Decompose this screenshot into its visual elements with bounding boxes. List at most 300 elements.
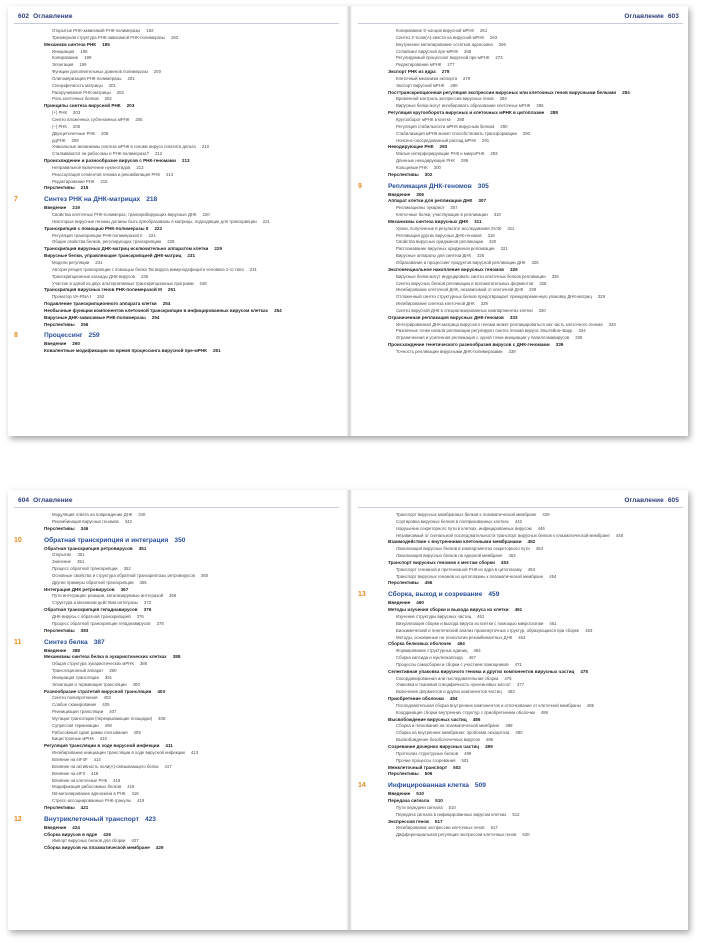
- toc-subsection: [14, 62, 339, 69]
- entry-page: 320: [488, 239, 497, 245]
- entry-page: 329: [480, 301, 488, 307]
- toc-section: [14, 805, 339, 812]
- toc-subsection: [14, 621, 339, 628]
- toc-subsection: [14, 179, 339, 186]
- toc-section: [358, 641, 683, 648]
- entry-title: Перспективы: [44, 627, 75, 633]
- chapter-number: 12: [14, 815, 22, 823]
- entry-page: 231: [187, 253, 196, 259]
- entry-title: Влияние на eIF4F: [52, 757, 88, 762]
- toc-subsection: [358, 567, 683, 574]
- toc-subsection: [14, 552, 339, 559]
- entry-title: Длинные некодирующие РНК: [396, 158, 455, 164]
- entry-title: Рибосомный сдвиг рамки считывания: [52, 729, 128, 735]
- toc-subsection: [358, 526, 683, 533]
- page-603: [358, 6, 683, 436]
- entry-page: 195: [80, 48, 88, 54]
- toc-section: [358, 144, 683, 151]
- entry-title: Ограниченная репликация вирусных ДНК-геномов: [388, 314, 504, 320]
- toc-subsection: [14, 294, 339, 301]
- toc-section: [14, 322, 339, 329]
- entry-page: 202: [104, 96, 112, 102]
- toc-subsection: [14, 69, 339, 76]
- entry-page: 200: [153, 69, 161, 75]
- entry-title: Трансляционный аппарат: [52, 668, 104, 674]
- toc-subsection: [358, 662, 683, 669]
- toc-subsection: [14, 55, 339, 62]
- entry-title: Модели регуляции: [52, 260, 90, 265]
- entry-title: Влияние на eIF3: [52, 770, 86, 776]
- entry-page: 419: [137, 798, 145, 804]
- toc-subsection: [358, 83, 683, 90]
- entry-page: 459: [488, 591, 500, 599]
- toc-subsection: [358, 49, 683, 56]
- entry-title: Двухцепочечные РНК: [52, 130, 96, 136]
- entry-page: 461: [549, 620, 557, 626]
- entry-title: Скоординированная или последовательная сборка: [396, 675, 499, 681]
- toc-subsection: [14, 239, 339, 246]
- entry-title: Введение: [44, 341, 67, 347]
- toc-section: [358, 315, 683, 322]
- entry-page: 209: [71, 137, 79, 143]
- toc-subsection: [358, 301, 683, 308]
- entry-title: Перспективы: [388, 771, 419, 777]
- toc-subsection: [358, 758, 683, 765]
- entry-title: Принципы синтеза вирусной РНК: [44, 103, 121, 109]
- entry-page: 427: [131, 838, 139, 844]
- toc-subsection: [358, 349, 683, 356]
- entry-page: 368: [168, 593, 177, 599]
- toc-subsection: [14, 260, 339, 267]
- entry-title: Передача сигнала: [388, 798, 430, 804]
- toc-section: [358, 219, 683, 226]
- entry-page: 199: [79, 62, 87, 68]
- toc-section: [358, 669, 683, 676]
- entry-page: 460: [416, 600, 424, 606]
- entry-page: 201: [127, 75, 135, 81]
- toc-section: [358, 600, 683, 607]
- entry-page: 351: [138, 545, 147, 551]
- toc-section: [358, 69, 683, 76]
- entry-title: Трехмерная структура РНК-зависимой РНК-полимеразы: [52, 34, 165, 40]
- entry-title: Реинициация трансляции: [52, 709, 104, 715]
- toc-section: [358, 771, 683, 778]
- entry-page: 260: [72, 341, 80, 347]
- entry-page: 499: [464, 750, 472, 756]
- toc-subsection: [358, 35, 683, 42]
- entry-title: Свойства клеточных РНК-полимераз, транскрибирующих вирусные ДНК: [52, 212, 197, 218]
- entry-page: 334: [578, 328, 586, 334]
- entry-title: Перспективы: [44, 185, 75, 191]
- entry-page: 453: [527, 566, 535, 572]
- entry-title: Транспорт вирусных мембранных белков к плазматической мембране: [396, 512, 537, 517]
- entry-title: Инициация: [52, 48, 75, 54]
- entry-title: Общие свойства белков, регулирующих транскрипцию: [52, 239, 162, 245]
- entry-title: Модуляция ответа на повреждение ДНК: [52, 512, 133, 517]
- entry-page: 251: [167, 287, 176, 293]
- entry-page: 346: [80, 525, 89, 531]
- entry-title: Рекомбинация вирусных геномов: [52, 518, 119, 524]
- toc-subsection: [358, 648, 683, 655]
- entry-page: 367: [120, 586, 129, 592]
- entry-title: Введение: [44, 205, 67, 211]
- toc-subsection: [358, 512, 683, 519]
- entry-title: Включение ферментов и других компонентов частиц: [396, 689, 502, 695]
- entry-page: 224: [148, 232, 156, 238]
- entry-page: 376: [136, 613, 144, 619]
- entry-title: ДНК-вирусы с обратной транскрипцией: [52, 613, 131, 619]
- entry-title: Экспорт РНК из ядра: [388, 69, 436, 75]
- toc-section: [358, 819, 683, 826]
- entry-page: 326: [531, 260, 539, 265]
- entry-title: Синтез полипротеинов: [52, 695, 98, 701]
- entry-title: Открытие: [52, 552, 72, 558]
- toc-subsection: [14, 573, 339, 580]
- toc-chapter: [14, 331, 339, 341]
- entry-title: Неправильное включение нуклеотидов: [52, 164, 131, 170]
- entry-page: 509: [474, 782, 486, 790]
- entry-page: 288: [457, 116, 465, 122]
- toc-subsection: [358, 103, 683, 110]
- toc-section: [358, 198, 683, 205]
- entry-page: 409: [133, 729, 141, 735]
- entry-title: Процессы самосборки и сборки с участием помощников: [396, 661, 509, 667]
- toc-section: [14, 42, 339, 49]
- toc-subsection: [358, 260, 683, 267]
- toc-section: [14, 158, 339, 165]
- entry-page: 228: [167, 239, 175, 245]
- entry-title: Транскрипция с помощью РНК-полимеразы II: [44, 225, 149, 231]
- toc-section: [14, 587, 339, 594]
- entry-page: 277: [447, 62, 455, 68]
- entry-page: 218: [146, 196, 158, 204]
- entry-title: Внутреннее метилирование остатков аденозина: [396, 41, 493, 47]
- entry-title: Сборка на внутренних мембранах: проблема экзоцитоза: [396, 730, 510, 736]
- entry-page: 501: [461, 757, 469, 763]
- entry-page: 316: [487, 232, 495, 238]
- toc-subsection: [358, 151, 683, 158]
- entry-title: Перспективы: [44, 525, 75, 531]
- toc-section: [14, 689, 339, 696]
- entry-page: 333: [608, 321, 616, 327]
- entry-page: 290: [500, 123, 508, 129]
- toc-section: [358, 765, 683, 772]
- entry-page: 203: [73, 110, 81, 116]
- entry-page: 268: [464, 48, 472, 54]
- entry-page: 464: [457, 641, 465, 647]
- toc-subsection: [14, 675, 339, 682]
- entry-page: 311: [474, 218, 482, 224]
- entry-page: 248: [199, 280, 207, 286]
- entry-title: Разнообразие стратегий вирусной трансляции: [44, 688, 152, 694]
- entry-title: Перспективы: [388, 171, 419, 177]
- entry-title: Синтез вирусных белков репликации и вспомогательных ферментов: [396, 280, 534, 286]
- entry-page: 202: [116, 89, 124, 95]
- entry-title: Влияние на клеточные РНК: [52, 777, 108, 783]
- entry-title: Процессинг: [44, 332, 83, 340]
- entry-page: 502: [453, 764, 461, 770]
- entry-title: Кольцевые РНК: [396, 164, 428, 170]
- toc-section: [14, 546, 339, 553]
- entry-page: 261: [480, 28, 488, 33]
- entry-title: Копирование 5′-концов вирусной мРНК: [396, 28, 475, 33]
- entry-title: Перспективы: [44, 321, 75, 327]
- toc-subsection: [358, 832, 683, 839]
- toc-subsection: [14, 35, 339, 42]
- entry-page: 351: [77, 552, 85, 558]
- toc-subsection: [14, 716, 339, 723]
- entry-page: 279: [463, 75, 471, 81]
- entry-page: 288: [550, 110, 558, 116]
- entry-page: 256: [80, 321, 89, 327]
- toc-section: [14, 743, 339, 750]
- entry-page: 335: [575, 335, 583, 341]
- entry-page: 330: [538, 307, 546, 313]
- running-header: [624, 13, 683, 20]
- entry-title: Вирусные белки, управляющие транскрипцией ДНК-матриц: [44, 253, 182, 259]
- toc-subsection: [358, 751, 683, 758]
- entry-page: 490: [515, 730, 523, 736]
- toc-section: [14, 315, 339, 322]
- entry-page: 221: [262, 218, 270, 224]
- entry-page: 453: [508, 553, 516, 559]
- toc-section: [358, 267, 683, 274]
- entry-page: 484: [449, 696, 458, 702]
- toc-section: [358, 172, 683, 179]
- entry-title: Сборка, выход и созревание: [388, 591, 483, 599]
- entry-page: 506: [424, 771, 433, 777]
- entry-title: Обратная транскрипция гепаднавирусов: [44, 607, 138, 613]
- entry-title: Интеграция ДНК ретровирусов: [44, 586, 115, 592]
- entry-page: 475: [504, 675, 512, 681]
- entry-page: 520: [522, 832, 530, 838]
- header-title: Оглавление: [624, 13, 664, 20]
- entry-title: Дифференциальная регуляция экспрессии клеточных генов: [396, 832, 517, 838]
- toc-subsection: [358, 546, 683, 553]
- toc-section: [14, 205, 339, 212]
- entry-title: дцРНК: [52, 137, 66, 143]
- toc-subsection: [358, 226, 683, 233]
- entry-title: Сборка вирусов в ядре: [44, 831, 98, 837]
- entry-title: Сборка капсида и нуклеокапсида: [396, 655, 463, 661]
- toc-subsection: [14, 559, 339, 566]
- toc-subsection: [14, 512, 339, 519]
- entry-page: 464: [473, 648, 481, 654]
- toc-chapter: [358, 590, 683, 600]
- toc-chapter: [14, 815, 339, 825]
- entry-title: Редактирование мРНК: [396, 62, 442, 68]
- toc-subsection: [14, 750, 339, 757]
- entry-page: 266: [498, 41, 506, 47]
- entry-page: 485: [586, 702, 595, 708]
- toc-subsection: [358, 682, 683, 689]
- entry-page: 512: [512, 811, 520, 817]
- entry-title: Протеолиз структурных белков: [396, 750, 459, 756]
- entry-title: Различные точки начала репликации регулируют синтез генома вируса Эпштейна–Барр: [396, 328, 573, 334]
- book-gutter: [346, 490, 352, 930]
- entry-title: Транспорт вирусных геномов из цитоплазмы к плазматической мембране: [396, 573, 544, 579]
- toc-subsection: [358, 812, 683, 819]
- entry-title: Методы, основанные на технологии рекомбинантных ДНК: [396, 634, 513, 640]
- entry-title: Сборка белковых оболочек: [388, 641, 452, 647]
- toc-section: [358, 90, 683, 97]
- toc-section: [358, 342, 683, 349]
- toc-section: [14, 832, 339, 839]
- entry-title: Репликация ДНК-геномов: [388, 182, 472, 190]
- entry-page: 307: [478, 198, 487, 204]
- entry-page: 326: [551, 273, 559, 279]
- entry-page: 199: [84, 55, 92, 61]
- entry-page: 293: [439, 144, 448, 150]
- entry-page: 254: [162, 301, 171, 307]
- entry-title: Экспрессия генов: [388, 818, 429, 824]
- entry-title: Биохимический и генетический анализ промежуточных структур, образующихся при сборке: [396, 627, 580, 633]
- toc-section: [14, 526, 339, 533]
- entry-title: Раскручивание РНК-матрицы: [52, 89, 111, 95]
- toc-subsection: [14, 138, 339, 145]
- entry-page: 293: [490, 151, 498, 157]
- entry-title: Введение: [388, 191, 411, 197]
- entry-title: Сборка и почкование на плазматической мембране: [396, 723, 500, 729]
- toc-chapter: [14, 638, 339, 648]
- toc-subsection: [358, 28, 683, 35]
- toc-subsection: [14, 165, 339, 172]
- entry-title: Значение: [52, 559, 72, 565]
- entry-page: 410: [99, 736, 107, 742]
- entry-title: Синтез вирусной ДНК в специализированных компартментах клетки: [396, 307, 533, 313]
- toc-subsection: [14, 117, 339, 124]
- entry-title: Передача сигнала в инфицированных вирусом клетках: [396, 811, 507, 817]
- entry-page: 263: [490, 34, 498, 40]
- entry-title: Сплайсинг вирусной пре-мРНК: [396, 48, 459, 54]
- entry-title: Ограниченная и усиленная репликация с одной точки инициации у папилломавирусов: [396, 335, 570, 341]
- entry-page: 483: [507, 689, 515, 695]
- entry-page: 329: [597, 294, 605, 300]
- chapter-number: 13: [358, 591, 366, 599]
- entry-page: 453: [500, 559, 509, 565]
- toc-subsection: [358, 55, 683, 62]
- entry-title: Структура и механизм действия интегразы: [52, 600, 138, 606]
- toc-subsection: [358, 689, 683, 696]
- toc-subsection: [358, 574, 683, 581]
- entry-title: Транскрипция вирусных генов РНК-полимеразой III: [44, 287, 162, 293]
- entry-title: Ковалентные модификации во время процессинга вирусной пре-мРНК: [44, 348, 207, 354]
- entry-title: Обратная транскрипция и интеграция: [44, 536, 169, 544]
- entry-title: Нарушение секреторного пути в клетках, инфицированных вирусом: [396, 525, 532, 531]
- toc-section: [14, 308, 339, 315]
- entry-page: 486: [540, 709, 549, 715]
- toc-section: [14, 628, 339, 635]
- toc-subsection: [14, 798, 339, 805]
- entry-page: 339: [508, 348, 516, 354]
- toc-subsection: [14, 593, 339, 600]
- entry-title: Специфичность матрицы: [52, 82, 103, 88]
- entry-page: 365: [139, 579, 147, 585]
- entry-page: 517: [490, 825, 498, 831]
- toc-section: [358, 717, 683, 724]
- toc-subsection: [358, 138, 683, 145]
- entry-page: 339: [555, 342, 564, 348]
- entry-title: Взаимодействие с внутренними клеточными мембранами: [388, 539, 522, 545]
- entry-title: Регуляция кругооборота вирусных и клеточных мРНК в цитоплазме: [388, 110, 545, 116]
- entry-page: 273: [495, 55, 503, 61]
- entry-title: Пути передачи сигнала: [396, 804, 443, 810]
- toc-section: [358, 539, 683, 546]
- header-title: Оглавление: [624, 497, 664, 504]
- toc-section: [14, 845, 339, 852]
- toc-subsection: [358, 131, 683, 138]
- entry-page: 448: [615, 532, 623, 538]
- entry-page: 343: [124, 518, 132, 524]
- entry-page: 390: [109, 668, 117, 674]
- toc-subsection: [358, 287, 683, 294]
- toc-chapter: [358, 781, 683, 791]
- entry-title: Внутриклеточный транспорт: [44, 815, 139, 823]
- entry-page: 306: [416, 191, 424, 197]
- entry-title: Координация сборки внутренних структур с приобретением оболочки: [396, 709, 535, 715]
- entry-page: 222: [154, 225, 163, 231]
- entry-page: 383: [80, 627, 89, 633]
- entry-page: 352: [123, 566, 131, 572]
- entry-page: 305: [477, 182, 489, 190]
- spread-pages-604-605: [8, 490, 688, 930]
- toc-section: [14, 185, 339, 192]
- entry-title: Модификация рибосомных белков: [52, 784, 122, 790]
- entry-page: 461: [514, 607, 523, 613]
- entry-title: Распознавание вирусных ориджинов репликации: [396, 246, 495, 252]
- toc-subsection: [14, 566, 339, 573]
- entry-title: Репликация других вирусных ДНК-геномов: [396, 232, 482, 238]
- entry-title: Точность репликации вирусными ДНК-полимеразами: [396, 348, 503, 354]
- entry-page: 310: [493, 212, 501, 218]
- toc-subsection: [358, 805, 683, 812]
- entry-page: 378: [156, 620, 164, 626]
- entry-title: Посттранскрипционная регуляция экспрессии вирусных или клеточных генов вирусными белками: [388, 89, 617, 95]
- toc-subsection: [358, 710, 683, 717]
- entry-title: Вирусные белки могут индуцировать синтез клеточных белков репликации: [396, 273, 546, 279]
- entry-page: 284: [499, 96, 507, 102]
- toc-section: [14, 103, 339, 110]
- entry-page: 418: [113, 777, 121, 783]
- entry-title: Процесс обратной транскрипции: [52, 566, 118, 572]
- entry-page: 254: [151, 314, 160, 320]
- entry-title: Ингибирование экспрессии клеточных генов: [396, 825, 485, 831]
- toc-subsection: [14, 757, 339, 764]
- chapter-number: 7: [14, 196, 18, 204]
- toc-subsection: [14, 668, 339, 675]
- toc-subsection: [358, 274, 683, 281]
- toc-section: [358, 696, 683, 703]
- entry-title: Механизмы синтеза вирусных ДНК: [388, 218, 469, 224]
- header-rule: [358, 23, 683, 24]
- entry-page: 418: [91, 770, 99, 776]
- toc-subsection: [14, 519, 339, 526]
- entry-page: 461: [477, 613, 485, 619]
- entry-page: 220: [202, 212, 210, 218]
- entry-page: 219: [72, 205, 80, 211]
- entry-title: Другие примеры обратной транскрипции: [52, 579, 134, 585]
- toc-section: [358, 607, 683, 614]
- entry-title: (+) РНК: [52, 110, 68, 116]
- toc-subsection: [358, 233, 683, 240]
- toc-subsection: [14, 110, 339, 117]
- header-rule: [14, 23, 339, 24]
- toc-subsection: [358, 676, 683, 683]
- entry-title: Малые интерферирующие РНК и микроРНК: [396, 151, 485, 157]
- toc-subsection: [14, 614, 339, 621]
- entry-title: Стабилизация мРНК может способствовать трансформации: [396, 130, 517, 136]
- entry-page: 321: [500, 246, 508, 252]
